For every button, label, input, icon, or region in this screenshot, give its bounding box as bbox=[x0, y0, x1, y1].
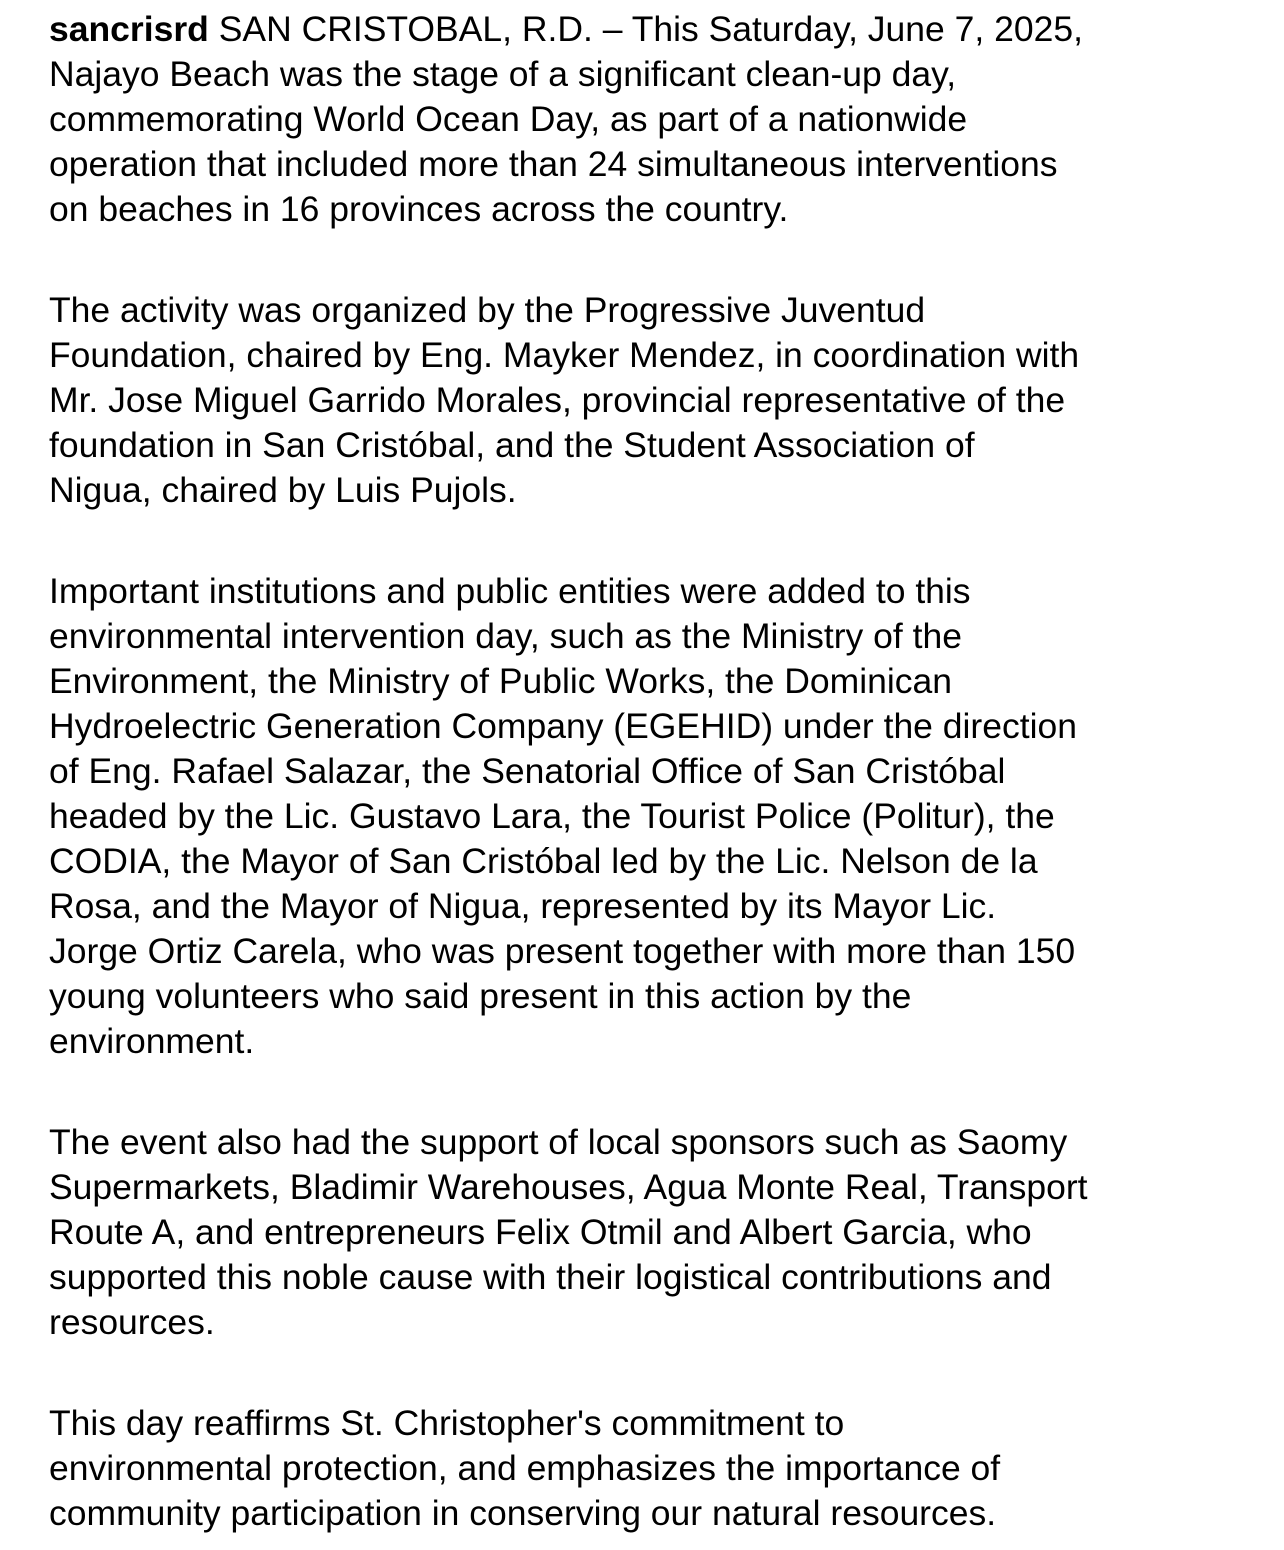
caption-paragraph-1 bbox=[49, 7, 1249, 232]
caption-paragraph-2: The activity was organized by the Progressive Juventud Foundation, chaired by Eng. Mayker Mendez, in coordination with Mr. Jose Miguel Garrido Morales, provincial representative of the foundation in San Cristóbal, and the Student Association of Nigua, chaired by Luis Pujols. bbox=[49, 290, 1080, 510]
caption-paragraph-5: This day reaffirms St. Christopher's commitment to environmental protection, and emphasizes the importance of community participation in conserving our natural resources. bbox=[49, 1403, 1001, 1533]
caption-text: SAN CRISTOBAL, R.D. – This Saturday, June 7, 2025, Najayo Beach was the stage of a significant clean-up day, commemorating World Ocean Day, as part of a nationwide operation that included more than 24 simultaneous interventions on beaches in 16 provinces across the country. bbox=[49, 9, 1083, 229]
caption-paragraph-4: The event also had the support of local sponsors such as Saomy Supermarkets, Bladimir Warehouses, Agua Monte Real, Transport Route A, and entrepreneurs Felix Otmil and Albert Garcia, who supported this noble cause with their logistical contributions and resources. bbox=[49, 1122, 1088, 1342]
post-caption bbox=[49, 7, 1249, 1536]
username-link[interactable]: sancrisrd bbox=[49, 9, 209, 49]
caption-paragraph-3: Important institutions and public entities were added to this environmental intervention day, such as the Ministry of the Environment, the Ministry of Public Works, the Dominican Hydroelectric Generation Company (EGEHID) under the direction of Eng. Rafael Salazar, the Senatorial Office of San Cristóbal headed by the Lic. Gustavo Lara, the Tourist Police (Politur), the CODIA, the Mayor of San Cristóbal led by the Lic. Nelson de la Rosa, and the Mayor of Nigua, represented by its Mayor Lic. Jorge Ortiz Carela, who was present together with more than 150 young volunteers who said present in this action by the environment. bbox=[49, 571, 1077, 1061]
